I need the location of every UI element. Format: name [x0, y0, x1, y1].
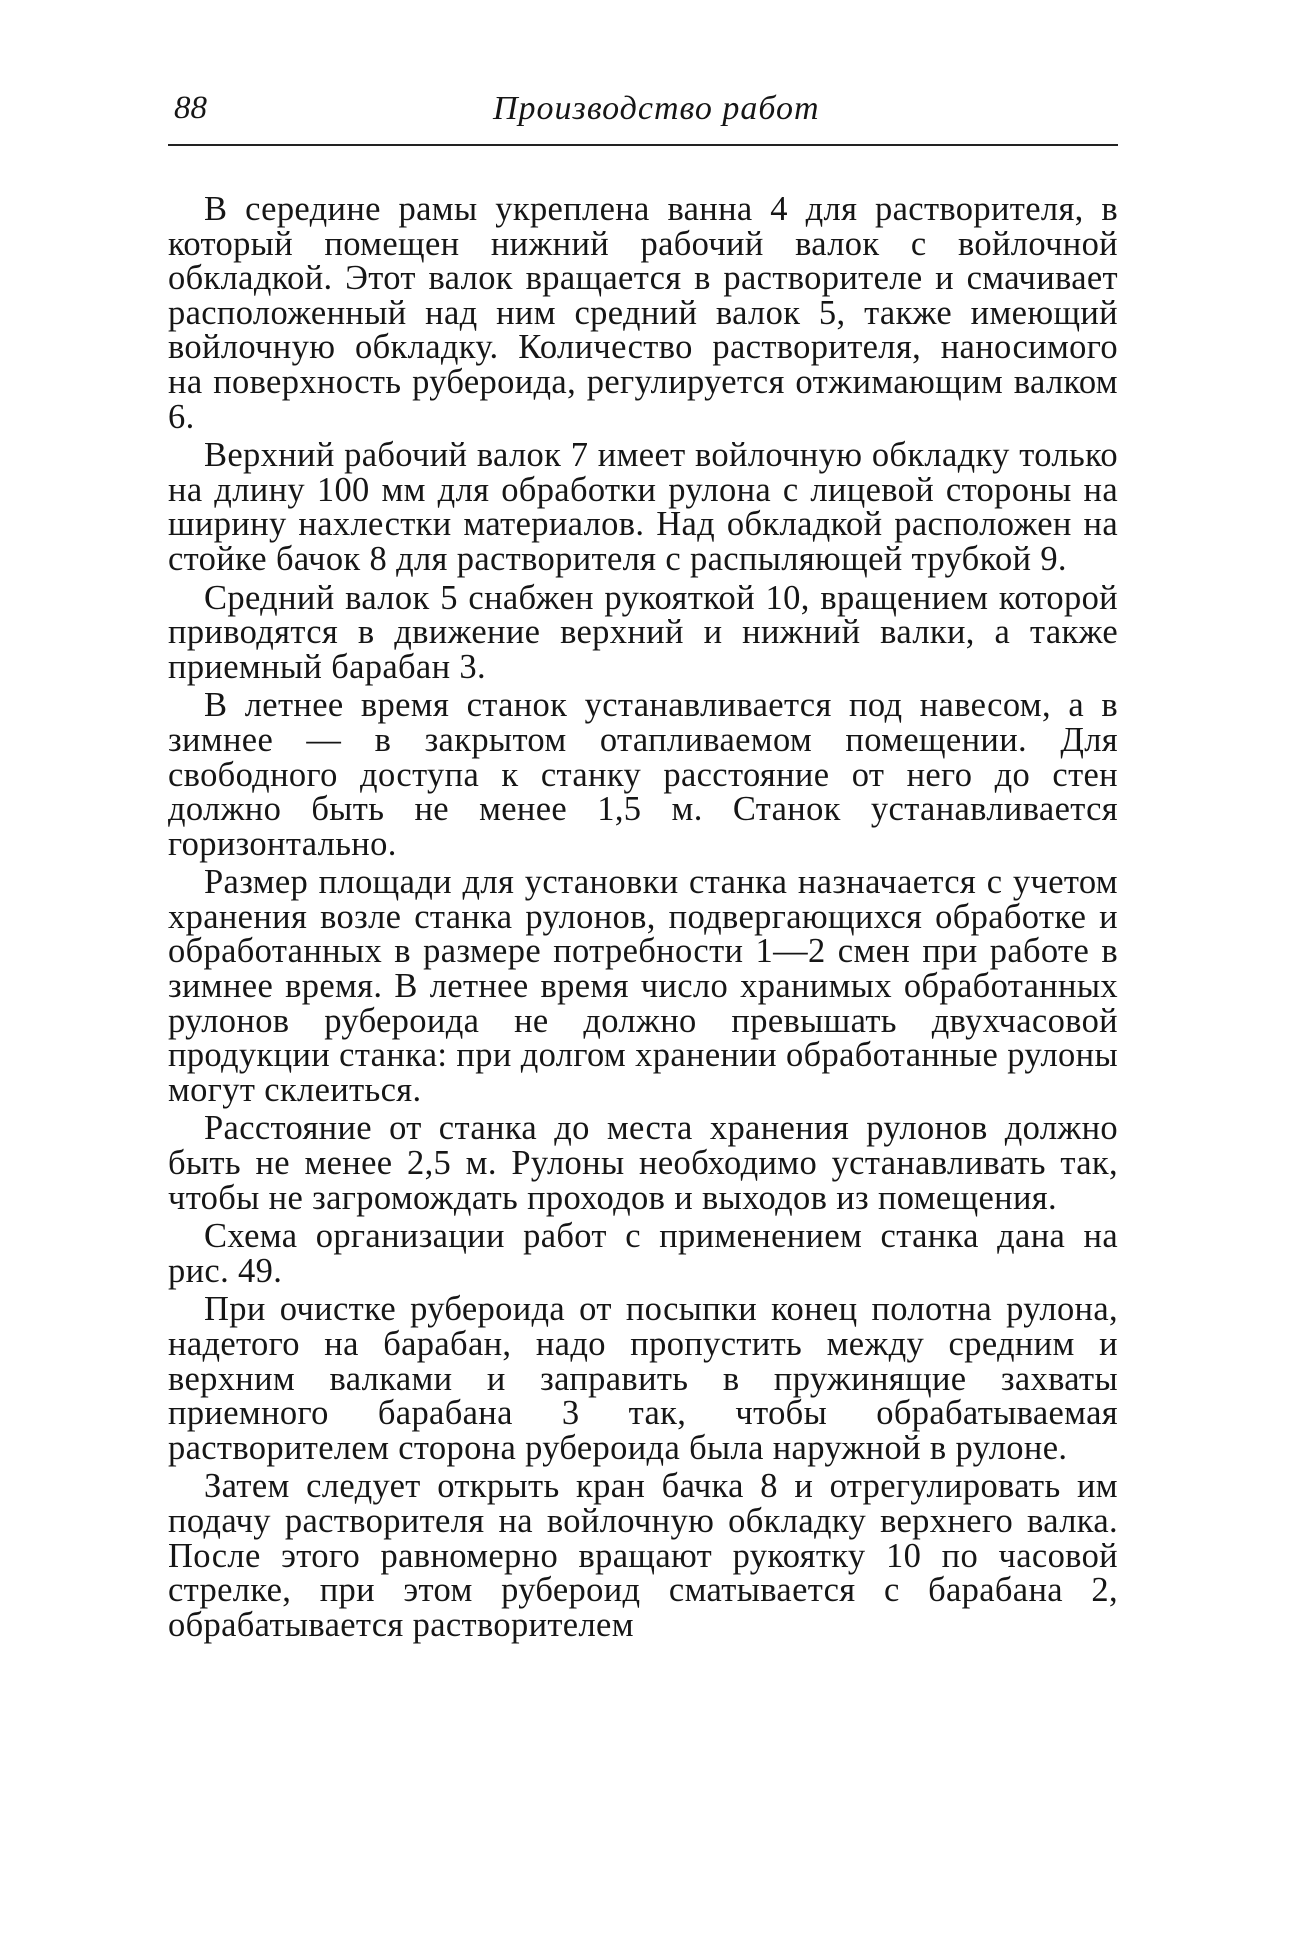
- body-text: [168, 192, 1118, 1642]
- paragraph-cleaning-procedure: При очистке рубероида от посыпки конец полотна рулона, надетого на барабан, надо пропустить между средним и верхним валками и заправить в пружинящие захваты приемного барабана 3 так, чтобы обрабатываемая растворителем сторона рубероида была наружной в рулоне.: [168, 1290, 1118, 1467]
- paragraph-upper-roller: Верхний рабочий валок 7 имеет войлочную обкладку только на длину 100 мм для обработки рулона с лицевой стороны на ширину нахлестки материалов. Над обкладкой расположен на стойке бачок 8 для растворителя с распыляющей трубкой 9.: [168, 436, 1118, 578]
- book-page: [168, 88, 1118, 1646]
- paragraph-operation-steps: Затем следует открыть кран бачка 8 и отрегулировать им подачу растворителя на войлочную обкладку верхнего валка. После этого равномерно вращают рукоятку 10 по часовой стрелке, при этом рубероид сматывается с барабана 2, обрабатывается растворителем: [168, 1467, 1118, 1644]
- paragraph-storage-distance: Расстояние от станка до места хранения рулонов должно быть не менее 2,5 м. Рулоны необходимо устанавливать так, чтобы не загромождать проходов и выходов из помещения.: [168, 1109, 1118, 1217]
- paragraph-middle-roller: Средний валок 5 снабжен рукояткой 10, вращением которой приводятся в движение верхний и нижний валки, а также приемный барабан 3.: [168, 578, 1118, 686]
- page-header: [168, 88, 1118, 146]
- page-number: 88: [174, 90, 207, 126]
- paragraph-bath-description: В середине рамы укреплена ванна 4 для растворителя, в который помещен нижний рабочий валок с войлочной обкладкой. Этот валок вращается в растворителе и смачивает расположенный над ним средний валок 5, также имеющий войлочную обкладку. Количество растворителя, наносимого на поверхность рубероида, регулируется отжимающим валком 6.: [168, 190, 1118, 436]
- paragraph-machine-placement: В летнее время станок устанавливается под навесом, а в зимнее — в закрытом отапливаемом помещении. Для свободного доступа к станку расстояние от него до стен должно быть не менее 1,5 м. Станок устанавливается горизонтально.: [168, 686, 1118, 863]
- paragraph-scheme-reference: Схема организации работ с применением станка дана на рис. 49.: [168, 1217, 1118, 1290]
- paragraph-area-size: Размер площади для установки станка назначается с учетом хранения возле станка рулонов, подвергающихся обработке и обработанных в размере потребности 1—2 смен при работе в зимнее время. В летнее время число хранимых обработанных рулонов рубероида не должно превышать двухчасовой продукции станка: при долгом хранении обработанные рулоны могут склеиться.: [168, 863, 1118, 1109]
- running-title: Производство работ: [493, 90, 820, 127]
